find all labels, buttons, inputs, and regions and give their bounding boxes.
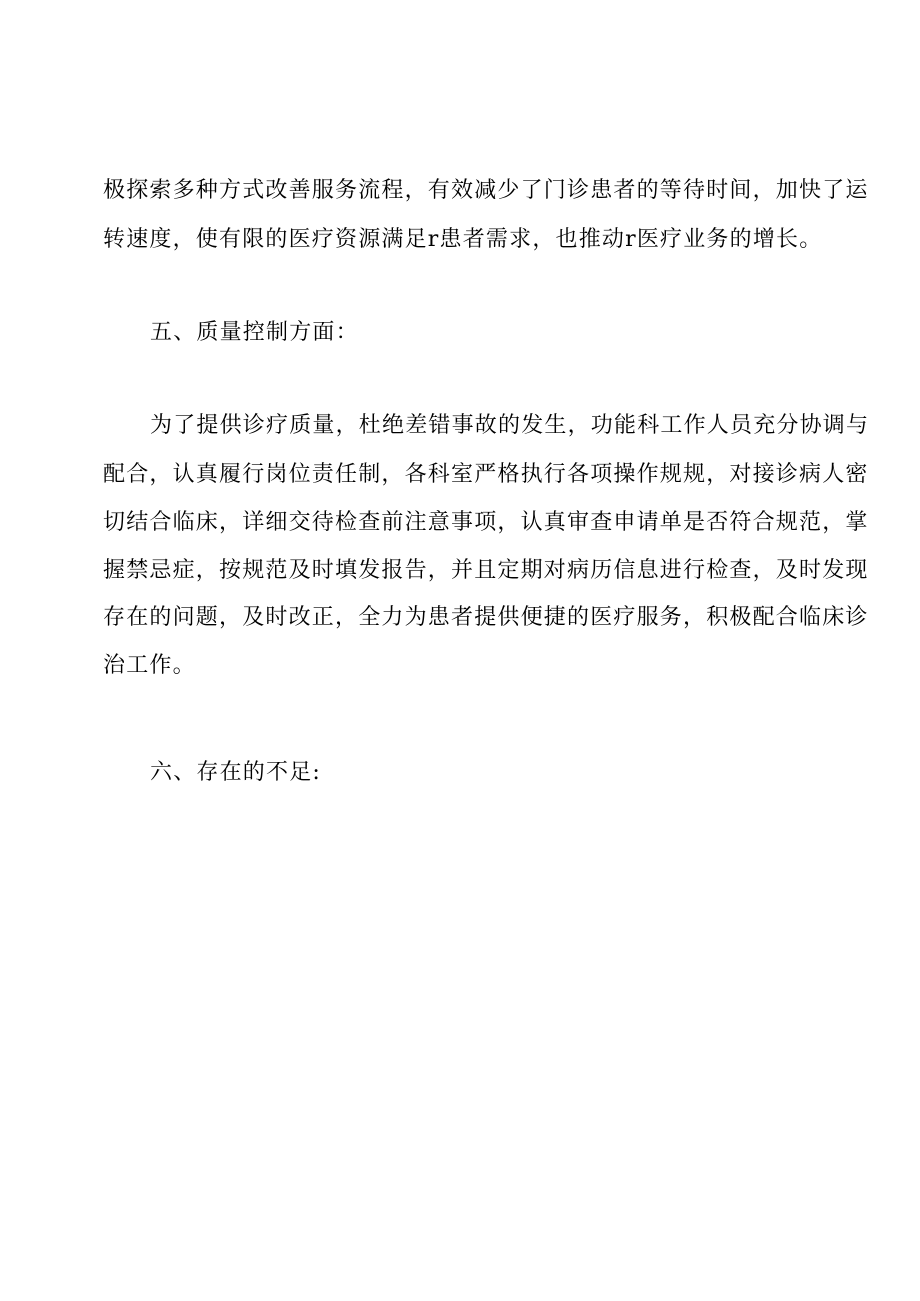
section-five-heading: 五、质量控制方面：	[150, 320, 359, 345]
section-five-paragraph-line-1: 为了提供诊疗质量，杜绝差错事故的发生，功能科工作人员充分协调与	[150, 413, 870, 438]
section-five-paragraph-line-6: 治工作。	[103, 653, 196, 678]
section-five-paragraph-line-5: 存在的问题，及时改正，全力为患者提供便捷的医疗服务，积极配合临床诊	[103, 605, 869, 630]
intro-paragraph-line-1: 极探索多种方式改善服务流程，有效减少了门诊患者的等待时间，加快了运	[103, 178, 869, 203]
section-five-paragraph-line-3: 切结合临床，详细交待检查前注意事项，认真审查申请单是否符合规范，掌	[103, 510, 869, 535]
section-five-paragraph-line-2: 配合，认真履行岗位责任制，各科室严格执行各项操作规规，对接诊病人密	[103, 462, 869, 487]
intro-paragraph-line-2: 转速度，使有限的医疗资源满足r患者需求，也推动r医疗业务的增长。	[103, 227, 823, 252]
section-six-heading: 六、存在的不足:	[150, 760, 322, 785]
section-five-paragraph-line-4: 握禁忌症，按规范及时填发报告，并且定期对病历信息进行检查，及时发现	[103, 558, 869, 583]
